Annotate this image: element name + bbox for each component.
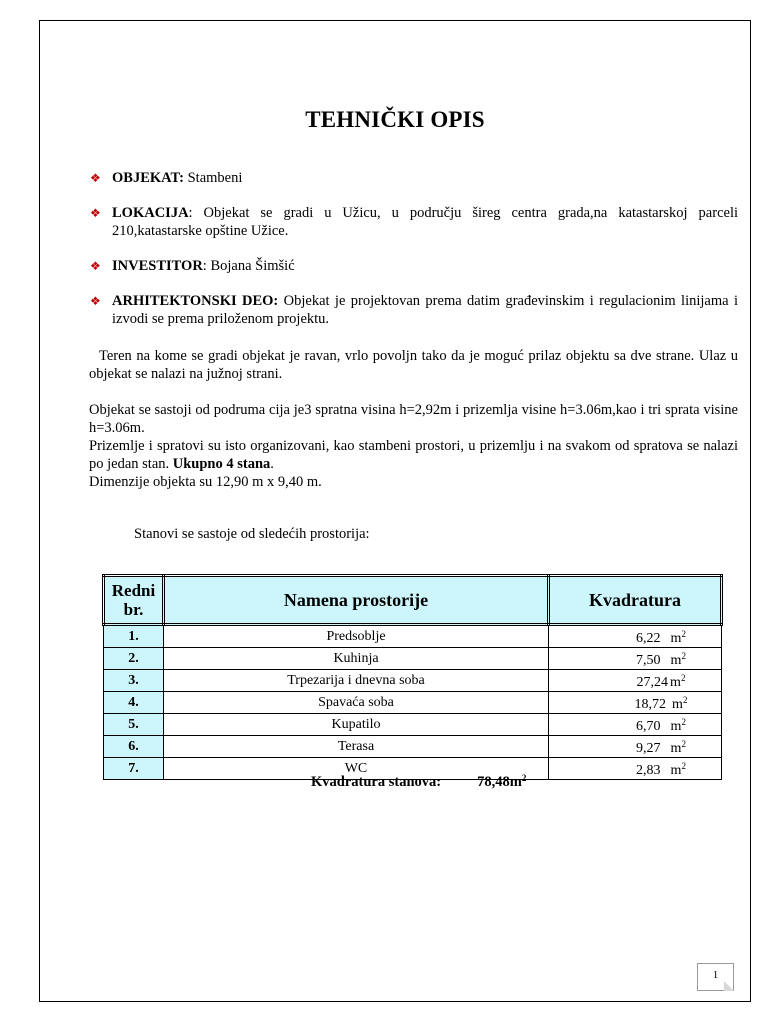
rooms-table bbox=[102, 574, 723, 780]
table-row: 4. Spavaća soba 18,72 $m^2$ bbox=[104, 692, 722, 714]
diamond-bullet-icon: ❖ bbox=[90, 206, 101, 220]
terrain-paragraph: Teren na kome se gradi objekat je ravan, vrlo povoljn tako da je moguć prilaz objektu sa dve strane. Ulaz u objekat se nalazi na južnoj strani. bbox=[89, 348, 738, 382]
bullet-label: OBJEKAT: bbox=[112, 170, 184, 186]
bullet-text: : Bojana Šimšić bbox=[202, 258, 295, 274]
bullet-text: Objekat je projektovan prema datim građevinskim i regulacionim linijama i izvodi se prema priloženom projektu. bbox=[112, 293, 738, 327]
header-number: Redni br. bbox=[104, 576, 164, 625]
structure-line-1: Objekat se sastoji od podruma cija je3 spratna visina h=2,92m i prizemlja visine h=3.06m,kao i tri sprata visine h=3.06m. bbox=[89, 402, 738, 436]
bullet-text: : Objekat se gradi u Užicu, u području šireg centra grada,na katastarskoj parceli 210,katastarske opštine Užice. bbox=[112, 205, 738, 239]
apartment-count: Ukupno 4 stana bbox=[172, 456, 271, 472]
bullet-label: INVESTITOR bbox=[112, 258, 203, 274]
table-row: 2. Kuhinja 7,50 $m^2$ bbox=[104, 648, 722, 670]
diamond-bullet-icon: ❖ bbox=[90, 294, 101, 308]
bullet-label: ARHITEKTONSKI DEO: bbox=[112, 293, 279, 309]
total-area-value: $78,48m^2$ bbox=[477, 773, 527, 790]
page-number: 1 bbox=[697, 963, 734, 991]
diamond-bullet-icon: ❖ bbox=[90, 171, 101, 185]
bullet-list bbox=[90, 169, 738, 345]
total-area bbox=[311, 773, 526, 791]
table-intro: Stanovi se sastoje od sledećih prostorija: bbox=[134, 526, 370, 542]
bullet-arhitektonski-deo bbox=[90, 292, 738, 328]
structure-line-2: Prizemlje i spratovi su isto organizovani, kao stambeni prostori, u prizemlju i na svakom od spratova se nalazi po jedan stan. Ukupno 4 stana. bbox=[89, 438, 738, 472]
document-page bbox=[39, 20, 751, 1002]
table-row: 7. WC 2,83 $m^2$ bbox=[104, 758, 722, 780]
page-title: TEHNIČKI OPIS bbox=[305, 107, 485, 132]
page-curl-icon bbox=[724, 981, 734, 991]
header-room-name: Namena prostorije bbox=[164, 576, 549, 625]
bullet-label: LOKACIJA bbox=[112, 205, 189, 221]
bullet-lokacija bbox=[90, 204, 738, 240]
diamond-bullet-icon: ❖ bbox=[90, 259, 101, 273]
table-row: 5. Kupatilo 6,70 $m^2$ bbox=[104, 714, 722, 736]
bullet-investitor bbox=[90, 257, 738, 275]
bullet-objekat bbox=[90, 169, 738, 187]
total-area-label: Kvadratura stanova: bbox=[311, 774, 442, 790]
table-header-row bbox=[104, 576, 722, 625]
header-area: Kvadratura bbox=[549, 576, 722, 625]
bullet-text: Stambeni bbox=[183, 170, 243, 186]
structure-line-3: Dimenzije objekta su 12,90 m x 9,40 m. bbox=[89, 474, 322, 490]
table-row: 6. Terasa 9,27 $m^2$ bbox=[104, 736, 722, 758]
table-row: 3. Trpezarija i dnevna soba 27,24 $m^2$ bbox=[104, 670, 722, 692]
structure-paragraph bbox=[89, 401, 738, 491]
table-row: 1. Predsoblje 6,22 $m^2$ bbox=[104, 625, 722, 648]
